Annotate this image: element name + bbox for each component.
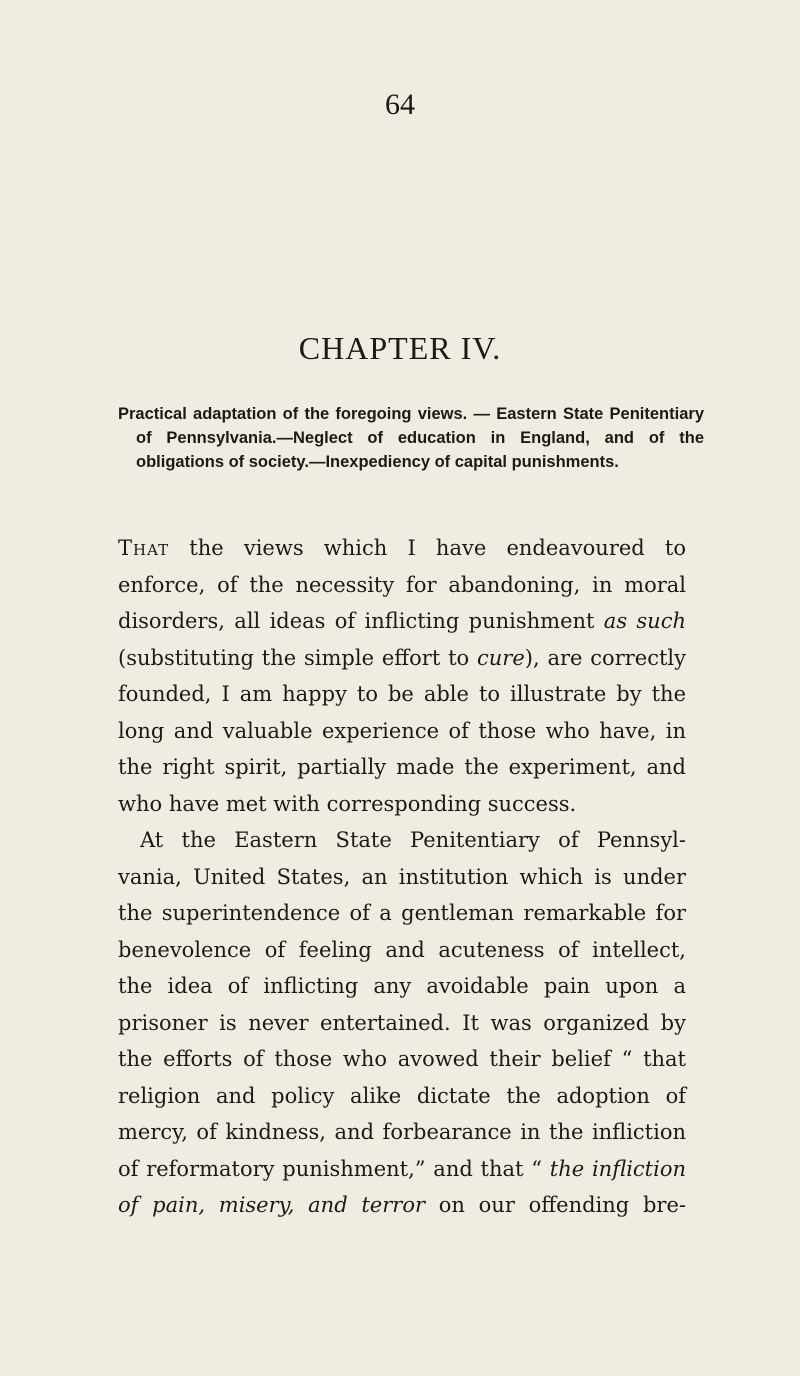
text-line: the efforts of those who avowed their belief “ that (118, 1047, 686, 1071)
text-line: the right spirit, partially made the experiment, and (118, 755, 686, 779)
chapter-title: CHAPTER IV. (298, 330, 502, 366)
text-line: of pain, misery, and terror on our offending bre- (118, 1193, 686, 1217)
text-line: long and valuable experience of those who have, in (118, 718, 686, 743)
chapter-summary: Practical adaptation of the foregoing views. — Eastern State Penitentiary of Pennsylvania.—Neglect of education in England, and of the obligations of society.—Inexpediency of capital punishments. (118, 405, 704, 471)
text-line: mercy, of kindness, and forbearance in the infliction (118, 1120, 686, 1144)
text-line: the idea of inflicting any avoidable pain upon a (118, 974, 686, 998)
text-line: (substituting the simple effort to cure), are correctly (118, 645, 686, 670)
text-line: enforce, of the necessity for abandoning, in moral (118, 572, 686, 597)
text-line: the superintendence of a gentleman remarkable for (118, 901, 686, 925)
text-line: disorders, all ideas of inflicting punishment as such (118, 609, 686, 633)
text-line: benevolence of feeling and acuteness of intellect, (118, 937, 686, 962)
body-text (118, 530, 686, 1224)
page-number: 64 (385, 88, 415, 121)
text-line: At the Eastern State Penitentiary of Pennsyl- (140, 828, 686, 852)
text-line: of reformatory punishment,” and that “ the infliction (118, 1156, 686, 1181)
text-line: founded, I am happy to be able to illustrate by the (118, 682, 686, 706)
text-line: vania, United States, an institution which is under (118, 864, 686, 889)
text-line: who have met with corresponding success. (118, 791, 577, 816)
text-line: prisoner is never entertained. It was organized by (118, 1010, 686, 1035)
text-line: That the views which I have endeavoured to (118, 536, 686, 560)
text-line: religion and policy alike dictate the adoption of (118, 1083, 686, 1108)
